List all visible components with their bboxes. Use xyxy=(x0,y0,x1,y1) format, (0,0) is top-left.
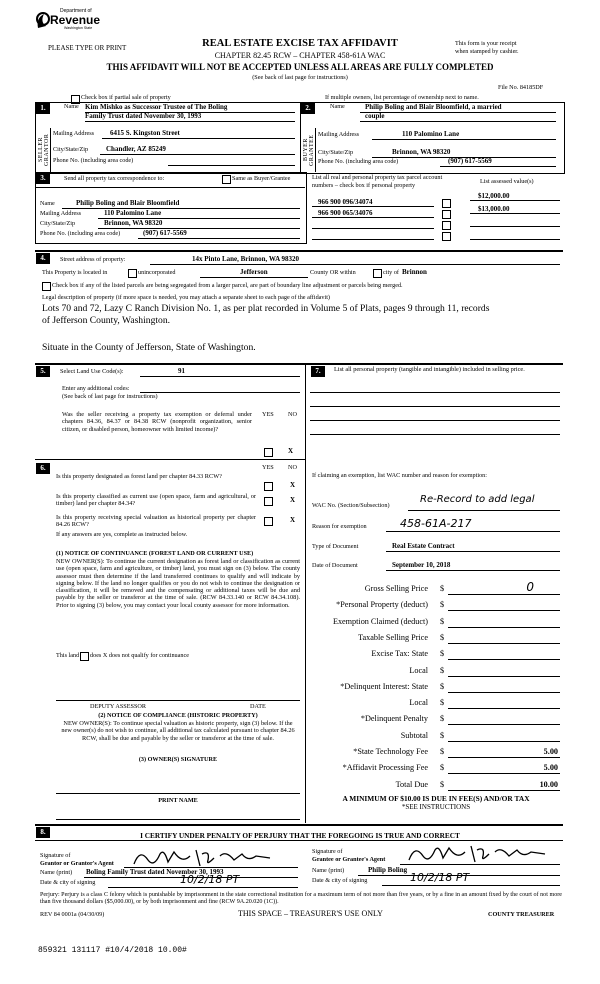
city-checkbox[interactable] xyxy=(373,269,382,278)
treasurer-space-label: THIS SPACE – TREASURER'S USE ONLY xyxy=(238,909,383,918)
section-5-number: 5. xyxy=(36,366,50,377)
parcel-list-label-1: List all real and personal property tax parcel account xyxy=(312,174,443,181)
fee-label: *Personal Property (deduct) xyxy=(336,600,428,610)
section-6-number: 6. xyxy=(36,463,50,474)
fee-dollar-sign: $ xyxy=(440,747,445,756)
buyer-side-label: BUYER GRANTEE xyxy=(303,134,315,166)
seller-city-value: Chandler, AZ 85249 xyxy=(106,145,166,153)
parcel-number: 966 900 096/34074 xyxy=(318,198,373,206)
fee-label: Subtotal xyxy=(400,730,428,740)
fee-value: 5.00 xyxy=(543,747,558,756)
logo-state: Washington State xyxy=(64,26,93,30)
print-name-label: PRINT NAME xyxy=(158,797,198,804)
logo-text: Revenue xyxy=(50,13,101,27)
parcel-list-label-2: numbers – check box if personal property xyxy=(312,182,416,189)
buyer-name-line2: couple xyxy=(365,112,385,120)
section-7-number: 7. xyxy=(311,366,325,377)
answers-note: If any answers are yes, complete as instructed below. xyxy=(56,531,188,538)
notice-continuance-text: NEW OWNER(S): To continue the current designation as forest land or classification as current use (open space, farm and agriculture, or timber) land, you must sign on (3) below. The county assessor must then determine if the land transferred continues to qualify and will indicate by signing below. If the land no longer qualifies or you do not wish to continue the designation or classification, it will be removed and the compensating or additional taxes will be due and payable by the seller or transferor at the time of sale. (RCW 84.33.140 or RCW 84.34.108). Prior to signing (3) below, you may contact your local county assessor for more information. xyxy=(56,558,300,609)
street-address-value: 14x Pinto Lane, Brinnon, WA 98320 xyxy=(192,255,300,263)
buyer-phone-label: Phone No. (including area code) xyxy=(318,158,399,165)
land-qualify-text: does X does not qualify for continuance xyxy=(90,652,189,659)
fee-dollar-sign: $ xyxy=(440,649,445,659)
section-1-number: 1. xyxy=(36,103,50,114)
see-back: (See back of last page for instructions) xyxy=(252,74,348,81)
fee-label: Gross Selling Price xyxy=(364,584,428,593)
historic-no-mark: X xyxy=(290,516,296,524)
land-does-checkbox[interactable] xyxy=(80,652,89,661)
file-number: File No. 84185DF xyxy=(498,84,544,91)
personal-property-checkbox[interactable] xyxy=(442,232,451,241)
exemption-question: Was the seller receiving a property tax exemption or deferral under chapters 84.36, 84.37 or 84.38 RCW (nonprofit organization, senior citizen, or disabled person, homeowner with limited income)? xyxy=(62,411,252,433)
fee-label: Taxable Selling Price xyxy=(358,632,428,642)
revenue-logo xyxy=(34,8,101,34)
assessed-value: $12,000.00 xyxy=(478,192,510,200)
fee-dollar-sign: $ xyxy=(440,616,445,626)
fee-dollar-sign: $ xyxy=(440,584,445,593)
fee-label: *Delinquent Interest: State xyxy=(340,681,428,691)
notice-continuance-title: (1) NOTICE OF CONTINUANCE (FOREST LAND OR CURRENT USE) xyxy=(56,550,254,557)
seller-city-label: City/State/Zip xyxy=(53,146,89,153)
street-address-label: Street address of property: xyxy=(60,256,126,263)
fee-dollar-sign: $ xyxy=(440,632,445,642)
segregated-checkbox[interactable] xyxy=(42,282,51,291)
personal-property-checkbox[interactable] xyxy=(442,221,451,230)
grantor-signature-label-1: Signature of xyxy=(40,852,71,859)
located-label: This Property is located in xyxy=(42,269,108,276)
tax-mailing-label: Mailing Address xyxy=(40,210,82,217)
fee-dollar-sign: $ xyxy=(440,730,445,740)
same-as-buyer-checkbox[interactable] xyxy=(222,175,231,184)
seller-mailing-value: 6415 S. Kingston Street xyxy=(110,129,180,137)
deputy-date-label: DATE xyxy=(250,703,266,710)
section5-no-header: NO xyxy=(288,411,297,418)
seller-side-label: SELLER GRANTOR xyxy=(38,133,50,167)
legal-description-line1: Lots 70 and 72, Lazy C Ranch Division No. 1, as per plat recorded in Volume 5 of Plats, pages 9 through 11, records xyxy=(42,303,490,314)
grantee-date-label: Date & city of signing xyxy=(312,877,368,884)
buyer-mailing-label: Mailing Address xyxy=(318,131,360,138)
doc-type-value: Real Estate Contract xyxy=(392,542,455,550)
section6-no-header: NO xyxy=(288,464,297,471)
city-value: Brinnon xyxy=(402,268,427,276)
grantor-date-value: 10/2/18 PT xyxy=(180,873,240,886)
form-warning: THIS AFFIDAVIT WILL NOT BE ACCEPTED UNLESS ALL AREAS ARE FULLY COMPLETED xyxy=(106,62,494,72)
seller-name-line2: Family Trust dated November 30, 1993 xyxy=(85,112,202,120)
grantee-name-value: Philip Boling xyxy=(368,866,408,874)
receipt-note-1: This form is your receipt xyxy=(455,40,517,47)
fee-label: *State Technology Fee xyxy=(353,747,428,756)
legal-description-label: Legal description of property (if more space is needed, you may attach a separate sheet to each page of the affidavit) xyxy=(42,294,330,301)
fee-label: Exemption Claimed (deduct) xyxy=(332,616,428,626)
tax-phone-value: (907) 617-5569 xyxy=(143,229,187,237)
legal-description-line3: Situate in the County of Jefferson, State of Washington. xyxy=(42,342,256,353)
historic-yes-checkbox[interactable] xyxy=(264,517,273,526)
segregated-label: Check box if any of the listed parcels are being segregated from a larger parcel, are part of boundary line adjustment or parcels being merged. xyxy=(52,282,403,289)
tax-name-label: Name xyxy=(40,200,55,207)
doc-date-label: Date of Document xyxy=(312,562,358,569)
section-4-number: 4. xyxy=(36,253,50,264)
buyer-phone-value: (907) 617-5569 xyxy=(448,157,492,165)
fee-label: Total Due xyxy=(395,779,428,789)
personal-property-checkbox[interactable] xyxy=(442,199,451,208)
tax-city-value: Brinnon, WA 98320 xyxy=(104,219,163,227)
grantee-signature-icon xyxy=(405,842,555,866)
logo-dept: Department of xyxy=(60,8,92,14)
personal-property-checkbox[interactable] xyxy=(442,210,451,219)
assessed-value-label: List assessed value(s) xyxy=(480,178,534,185)
seller-phone-label: Phone No. (including area code) xyxy=(53,157,134,164)
fee-value: 0 xyxy=(526,580,534,594)
fee-label: *Delinquent Penalty xyxy=(360,714,428,724)
doc-type-label: Type of Document xyxy=(312,543,359,550)
fee-dollar-sign: $ xyxy=(440,681,445,691)
buyer-name-line1: Philip Boling and Blair Bloomfield, a married xyxy=(365,103,502,111)
fee-dollar-sign: $ xyxy=(440,600,445,610)
tax-mailing-value: 110 Palomino Lane xyxy=(104,209,162,217)
buyer-mailing-value: 110 Palomino Lane xyxy=(402,130,460,138)
land-use-value: 91 xyxy=(178,367,185,375)
land-qualify-prefix: This land xyxy=(56,652,80,659)
current-use-yes-checkbox[interactable] xyxy=(264,497,273,506)
fee-label: *Affidavit Processing Fee xyxy=(342,763,428,773)
grantor-name-value: Boling Family Trust dated November 30, 1993 xyxy=(86,868,224,876)
grantee-signature-label-2: Grantee or Grantee's Agent xyxy=(312,856,386,863)
unincorporated-checkbox[interactable] xyxy=(128,269,137,278)
parcel-number: 966 900 065/34076 xyxy=(318,209,373,217)
legal-description-line2: of Jefferson County, Washington. xyxy=(42,315,171,326)
section-2-number: 2. xyxy=(301,103,315,114)
wac-no-value: Re-Record to add legal xyxy=(420,494,535,505)
multiple-owners-note: If multiple owners, list percentage of ownership next to name. xyxy=(325,94,479,101)
grantor-name-label: Name (print) xyxy=(40,869,73,876)
section5-no-mark: X xyxy=(288,447,294,455)
tax-phone-label: Phone No. (including area code) xyxy=(40,230,121,237)
grantee-signature-label-1: Signature of xyxy=(312,848,343,855)
land-use-label: Select Land Use Code(s): xyxy=(60,368,124,375)
fee-label: Local xyxy=(409,665,428,675)
section-8-number: 8. xyxy=(36,827,50,838)
fee-label: Local xyxy=(409,698,428,708)
fee-dollar-sign: $ xyxy=(440,665,445,675)
receipt-note-2: when stamped by cashier. xyxy=(455,48,519,55)
form-title: REAL ESTATE EXCISE TAX AFFIDAVIT xyxy=(202,38,398,49)
additional-codes-note: (See back of last page for instructions) xyxy=(62,393,158,400)
seller-mailing-label: Mailing Address xyxy=(53,130,95,137)
grantor-date-label: Date & city of signing xyxy=(40,879,96,886)
rev-number: REV 84 0001a (04/30/09) xyxy=(40,911,105,918)
deputy-assessor-label: DEPUTY ASSESSOR xyxy=(90,703,146,710)
fee-value: 10.00 xyxy=(539,779,558,789)
reason-value: 458-61A-217 xyxy=(400,517,472,530)
current-use-no-mark: X xyxy=(290,496,296,504)
section6-yes-header: YES xyxy=(262,464,274,471)
fee-value: 5.00 xyxy=(543,763,558,773)
tax-name-value: Philip Boling and Blair Bloomfield xyxy=(76,199,180,207)
grantor-signature-label-2: Grantor or Grantor's Agent xyxy=(40,860,114,867)
city-of-label: city of xyxy=(383,269,399,276)
fee-dollar-sign: $ xyxy=(440,698,445,708)
grantee-signature xyxy=(405,842,555,871)
perjury-warning: Perjury: Perjury is a class C felony which is punishable by imprisonment in the state correctional institution for a maximum term of not more than five years, or by a fine in an amount fixed by the court of not more than five thousand dollars ($5,000.00), or by both imprisonment and fine (RCW 9A.20.020 (1C)). xyxy=(40,892,562,906)
see-instructions-note: *SEE INSTRUCTIONS xyxy=(401,803,471,811)
county-treasurer-label: COUNTY TREASURER xyxy=(488,911,555,918)
historic-question: Is this property receiving special valuation as historical property per chapter 84.26 RCW? xyxy=(56,514,256,529)
certify-statement: I CERTIFY UNDER PENALTY OF PERJURY THAT THE FOREGOING IS TRUE AND CORRECT xyxy=(140,831,460,840)
buyer-city-value: Brinnon, WA 98320 xyxy=(392,148,451,156)
reason-label: Reason for exemption xyxy=(312,523,367,530)
grantee-date-value: 10/2/18 PT xyxy=(410,871,470,884)
partial-sale-label: Check box if partial sale of property xyxy=(81,94,171,101)
personal-property-label: List all personal property (tangible and intangible) included in selling price. xyxy=(334,366,525,373)
fee-dollar-sign: $ xyxy=(440,779,445,789)
section5-yes-header: YES xyxy=(262,411,274,418)
doc-date-value: September 10, 2018 xyxy=(392,561,451,569)
wac-intro-label: If claiming an exemption, list WAC number and reason for exemption: xyxy=(312,472,487,479)
forest-yes-checkbox[interactable] xyxy=(264,482,273,491)
owner-signature-label: (3) OWNER(S) SIGNATURE xyxy=(138,756,218,763)
same-as-buyer-label: Same as Buyer/Grantee xyxy=(232,175,291,182)
please-type: PLEASE TYPE OR PRINT xyxy=(48,44,127,52)
fee-dollar-sign: $ xyxy=(440,714,445,724)
fee-label: Excise Tax: State xyxy=(371,649,428,659)
forest-land-question: Is this property designated as forest land per chapter 84.33 RCW? xyxy=(56,473,222,480)
send-correspondence-label: Send all property tax correspondence to: xyxy=(64,175,165,182)
notice-compliance-text: NEW OWNER(S): To continue special valuation as historic property, sign (3) below. If the new owner(s) do not wish to continue, all additional tax calculated pursuant to chapter 84.26 RCW, shall be due and payable by the seller or transferor at the time of sale. xyxy=(61,720,295,742)
tax-city-label: City/State/Zip xyxy=(40,220,76,227)
unincorporated-label: unincorporated xyxy=(138,269,176,276)
additional-codes-label: Enter any additional codes: xyxy=(62,385,130,392)
seller-name-label: Name xyxy=(64,103,79,110)
county-or-label: County OR within xyxy=(310,269,356,276)
recording-stamp: 859321 131117 #10/4/2018 10.00# xyxy=(38,946,187,955)
wac-no-label: WAC No. (Section/Subsection) xyxy=(312,502,390,509)
current-use-question: Is this property classified as current use (open space, farm and agricultural, or timber) land per chapter 84.34? xyxy=(56,493,256,508)
seller-name-line1: Kim Mishko as Successor Trustee of The Boling xyxy=(85,103,228,111)
notice-compliance-title: (2) NOTICE OF COMPLIANCE (HISTORIC PROPERTY) xyxy=(98,712,258,719)
forest-no-mark: X xyxy=(290,481,296,489)
county-value: Jefferson xyxy=(240,268,268,276)
fee-dollar-sign: $ xyxy=(440,763,445,773)
form-chapter: CHAPTER 82.45 RCW – CHAPTER 458-61A WAC xyxy=(214,51,386,60)
section-3-number: 3. xyxy=(36,173,50,184)
grantee-name-label: Name (print) xyxy=(312,867,345,874)
buyer-name-label: Name xyxy=(330,103,345,110)
section5-yes-checkbox[interactable] xyxy=(264,448,273,457)
buyer-city-label: City/State/Zip xyxy=(318,149,354,156)
minimum-fee-note: A MINIMUM OF $10.00 IS DUE IN FEE(S) AND/OR TAX xyxy=(342,794,530,803)
assessed-value: $13,000.00 xyxy=(478,205,510,213)
